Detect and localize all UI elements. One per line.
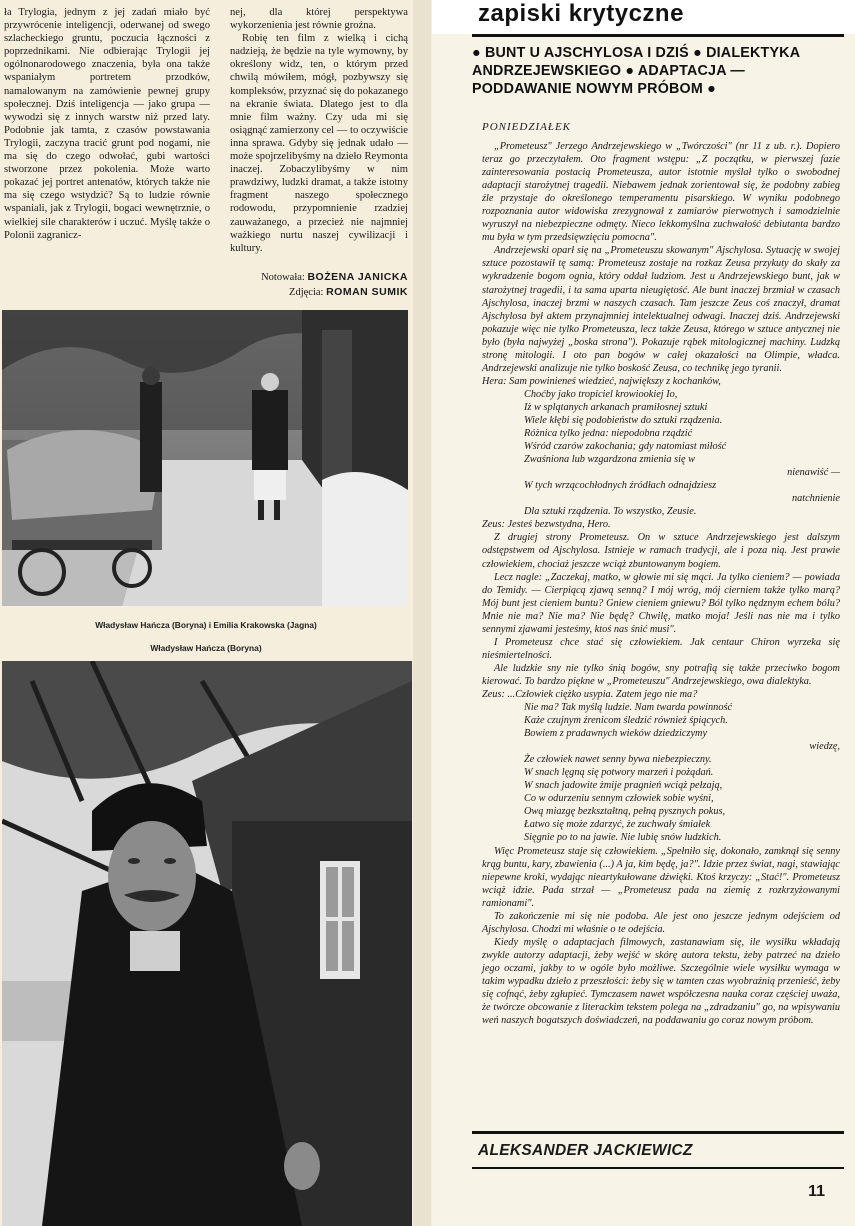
column-gutter — [413, 0, 431, 1226]
body-paragraph: Ale ludzkie sny nie tylko śnią bogów, sny potrafią się także przeciwko bogom kierować. To bardzo piękne w „Prometeuszu" Andrzejewskiego, owa dialektyka. — [482, 662, 840, 687]
verse-line: Wiele kłębi się podobieństw do sztuki rządzenia. — [524, 414, 723, 426]
verse-line: Co w odurzeniu sennym człowiek sobie wyśni, — [524, 793, 714, 805]
author-name: ALEKSANDER JACKIEWICZ — [478, 1142, 693, 1159]
section-deck: ● BUNT U AJSCHYLOSA I DZIŚ ● DIALEKTYKA ANDRZEJEWSKIEGO ● ADAPTACJA — PODDAWANIE NOWYM PRÓBOM ● — [472, 45, 800, 97]
credit-note-name: BOŻENA JANICKA — [307, 271, 408, 283]
article-paragraph: Robię ten film z wielką i cichą nadzieją, że będzie na tyle wymowny, by określony widz, ten, o którym przed chwilą mówiłem, mógł, pozbywszy się kompleksów, przyznać się do pokazanego na ekranie świata. Dlatego jest to dla mnie film ważny. Czy uda mi się osiągnąć zamierzony cel — to oczywiście inna sprawa. Gdyby się jednak udało — może spojrzelibyśmy na dzieło Reymonta inaczej. Zobaczylibyśmy w nim prawdziwy, ludzki dramat, a także istotny fragment naszego społecznego rodowodu, przypomnienie rzadziej zauważanego, a przecież nie najmniej ważkiego nurtu naszej cywilizacji i kultury. — [230, 33, 408, 254]
verse-line: Że człowiek nawet senny bywa niebezpieczny. — [524, 754, 712, 766]
bottom-rule-2 — [472, 1167, 844, 1169]
verse-line: wiedzę, — [809, 741, 840, 753]
verse-line: W snach jadowite żmije pragnień wciąż pełzają, — [524, 780, 723, 792]
verse-line: W snach lęgną się potwory marzeń i pożądań. — [524, 767, 714, 779]
verse-line: Zwaśniona lub wzgardzona zmienia się w — [524, 454, 695, 466]
verse-line: ...Człowiek ciężko usypia. Zatem jego nie ma? — [507, 688, 698, 700]
verse-line: natchnienie — [791, 493, 840, 505]
speaker-label: Hera: — [482, 375, 507, 387]
credit-photo-name: ROMAN SUMIK — [326, 286, 408, 298]
body-paragraph: To zakończenie mi się nie podoba. Ale jest ono jeszcze jednym odejściem od Ajschylosa. Chodzi mi właśnie o te odejścia. — [482, 910, 840, 935]
credit-photo-label: Zdjęcia: — [289, 287, 324, 298]
section-title: zapiski krytyczne — [478, 0, 684, 27]
verse-line: Choćby jako tropiciel krowiookiej Io, — [524, 388, 678, 400]
verse-line: Iż w splątanych arkanach pramiłosnej sztuki — [524, 401, 708, 413]
verse-line: Łatwo się może zdarzyć, że zuchwały śmiałek — [524, 819, 711, 831]
photo-caption-2: Władysław Hańcza (Boryna) — [150, 643, 262, 653]
verse-line: Wśród czarów zakochania; gdy natomiast miłość — [524, 441, 727, 453]
verse-line: Nie ma? Tak myślą ludzie. Nam twarda powinność — [524, 702, 733, 714]
article-column-1 — [4, 6, 210, 242]
left-column — [0, 0, 412, 1226]
credits — [230, 270, 408, 300]
photo-caption-1: Władysław Hańcza (Boryna) i Emilia Krakowska (Jagna) — [95, 620, 317, 630]
body-paragraph: I Prometeusz chce stać się człowiekiem. Jak centaur Chiron wyrzeka się nieśmiertelności. — [482, 636, 840, 661]
bottom-rule — [472, 1131, 844, 1134]
credit-note-label: Notowała: — [261, 272, 305, 283]
verse-line: Sam powinieneś wiedzieć, największy z kochanków, — [509, 375, 721, 387]
verse-line: Dla sztuki rządzenia. To wszystko, Zeusie. — [524, 506, 697, 518]
verse-line: W tych wrzącochłodnych źródłach odnajdziesz — [524, 480, 717, 492]
dialogue-zeus: Zeus: Jesteś bezwstydna, Hero. — [482, 519, 611, 531]
body-paragraph: Kiedy myślę o adaptacjach filmowych, zastanawiam się, ile wysiłku wkładają zwykle autorzy adaptacji, żeby wejść w skórę autora tekstu, żeby patrzeć na dzieło jego oczami, jakby to w ogóle było możliwe. Szczególnie wiele wysiłku wymaga w takim wypadku dzieło z przeszłości: żeby się w tamten czas wyobraźnią przenieść, żeby się cofnąć, żeby zgłupieć. Tymczasem nawet współczesna nauka coraz częściej uważa, że twórcze obcowanie z literackim tekstem polega na „zdradzaniu" go, na wpisywaniu weń naszych bogatszych doświadczeń, na poddawaniu go coraz nowym próbom. — [482, 936, 840, 1027]
verse-line: Ową miazgę bezkształtną, pełną pysznych pokus, — [524, 806, 726, 818]
body-paragraph: Andrzejewski oparł się na „Prometeuszu skowanym" Ajschylosa. Sytuację w swojej sztuce pozostawił tę samą: Prometeusz zostaje na rozkaz Zeusa przykuty do skały za wykradzenie bogom ognia, który oddał ludziom. Jest u Andrzejewskiego bunt, jak w starożytnej tragedii, i ta sama uparta nieugiętość. Ale bunt inaczej brzmiał w czasach Ajschylosa, inaczej brzmi w naszych czasach. Tam jeszcze Zeus coś znaczył, dramat Ajschylosa był aktem przynajmniej intelektualnej odwagi. Inaczej dziś. Andrzejewski pokazuje więc nie tylko Prometeusza, lecz także Zeusa, którego w sztuce antycznej nie było (była najwyżej „boska strona"). Pokazuje rąbek mitologicznej machiny. Ludzką stronę mitologii. I oto pan bogów w całej okazałości na Olimpie, władca. Andrzejewski analizuje nie tylko boskość Zeusa, co technikę jego tyranii. — [482, 245, 840, 374]
photo-winter-village-scene — [2, 310, 408, 606]
film-still-photo-1 — [2, 310, 408, 606]
dialogue-zeus-2 — [482, 688, 840, 701]
day-heading: PONIEDZIAŁEK — [482, 121, 571, 133]
article-paragraph: ła Trylogia, jednym z jej zadań miało być przywrócenie inteligencji, oderwanej od swego szlacheckiego gruntu, poczucia łączności z poprzednikami. Nie odbierając Trylogii jej ogólnonarodowego znaczenia, była ona także wspaniałym portretem przodków, namalowanym na zamówienie pewnej grupy społecznej. Dziś inteligencja — jako grupa — wywodzi się z innych warstw niż przed laty. Podobnie jak tamta, z czasów powstawania Trylogii, zaczyna tracić grunt pod nogami, nie ma się do czego odwołać, gubi wartości stworzone przez pokolenia. Może warto pokazać jej portret antenatów, których także nie ma się czego wstydzić? Są to ludzie równie wspaniali, jak z Trylogii, bogaci wewnętrznie, o wielkiej sile charakterów i uczuć. Myślę także o Polonii zagranicz- — [4, 7, 210, 241]
body-paragraph: Z drugiej strony Prometeusz. On w sztuce Andrzejewskiego jest dalszym odstępstwem od Ajschylosa. Istnieje w ramach tradycji, ale i poza nią. Jest prawie człowiekiem, chociaż jeszcze wciąż zbuntowanym bogiem. — [482, 532, 840, 570]
photo-portrait-boryna — [2, 661, 412, 1226]
body-paragraph: Lecz nagle: „Zaczekaj, matko, w głowie mi się mąci. Ja tylko cieniem? — powiada do Temidy. — Cierpiącą zjawą senną? I mój wróg, mój cierniem także tylko marą? Mój bunt jest cieniem buntu? Gniew cieniem gniewu? Ból tylko nędznym echem bólu? Mnie nie ma? Nie ma? Nie będę? Chwilę, matko moja! Jeśli nas nie ma i tylko sennymi zjawami jesteśmy, ktoś nas śnić musi". — [482, 571, 840, 635]
body-paragraph: „Prometeusz" Jerzego Andrzejewskiego w „Twórczości" (nr 11 z ub. r.). Dopiero teraz go przeczytałem. Oto fragment wstępu: „Z początku, w pierwszej fazie zainteresowania postacią Prometeusza, autor istotnie myślał tylko o swobodnej adaptacji starożytnej tragedii. Niebawem jednak zorientował się, że podobny zabieg źle przystaje do określonego temperamentu pisarskiego. W wyniku podobnego rozpoznania autor widowiska zrezygnował z zamiarów pierwotnych i samodzielnie wyruszył na niebezpieczne odmęty. Nieco lekkomyślna zuchwałość debiutanta bardzo mu była w tym przedsięwzięciu pomocna". — [482, 141, 840, 244]
article-column-2 — [230, 6, 408, 255]
verse-line: Każe czujnym źrenicom śledzić również śpiących. — [524, 715, 728, 727]
verse-line: Bowiem z pradawnych wieków dziedziczymy — [524, 728, 708, 740]
article-paragraph: nej, dla której perspektywa wykorzenienia jest równie groźna. — [230, 7, 408, 32]
dialogue-hera — [482, 375, 840, 388]
column-body — [482, 140, 840, 1027]
verse-line: Sięgnie po to na jawie. Nie lubię snów ludzkich. — [524, 832, 722, 844]
section-header — [432, 0, 855, 34]
page-number: 11 — [808, 1183, 825, 1200]
right-column — [432, 0, 855, 1226]
body-paragraph: Więc Prometeusz staje się człowiekiem. „Spełniło się, dokonało, zamknął się senny krąg buntu, kary, zbawienia (...) A ja, kim będę, ja?". Idzie przez świat, nagi, stawiając niepewne kroki, wydając nieartykułowane dźwięki. Ktoś krzyczy: „Stać!". Prometeusz wciąż idzie. Pada strzał — „Prometeusz pada na ziemię z rozkrzyżowanymi ramionami". — [482, 845, 840, 909]
speaker-label: Zeus: — [482, 688, 505, 700]
film-still-photo-2 — [2, 661, 412, 1226]
top-rule — [472, 34, 844, 37]
verse-line: nienawiść — — [787, 467, 840, 479]
verse-line: Różnica tylko jedna: niepodobna rządzić — [524, 428, 693, 440]
